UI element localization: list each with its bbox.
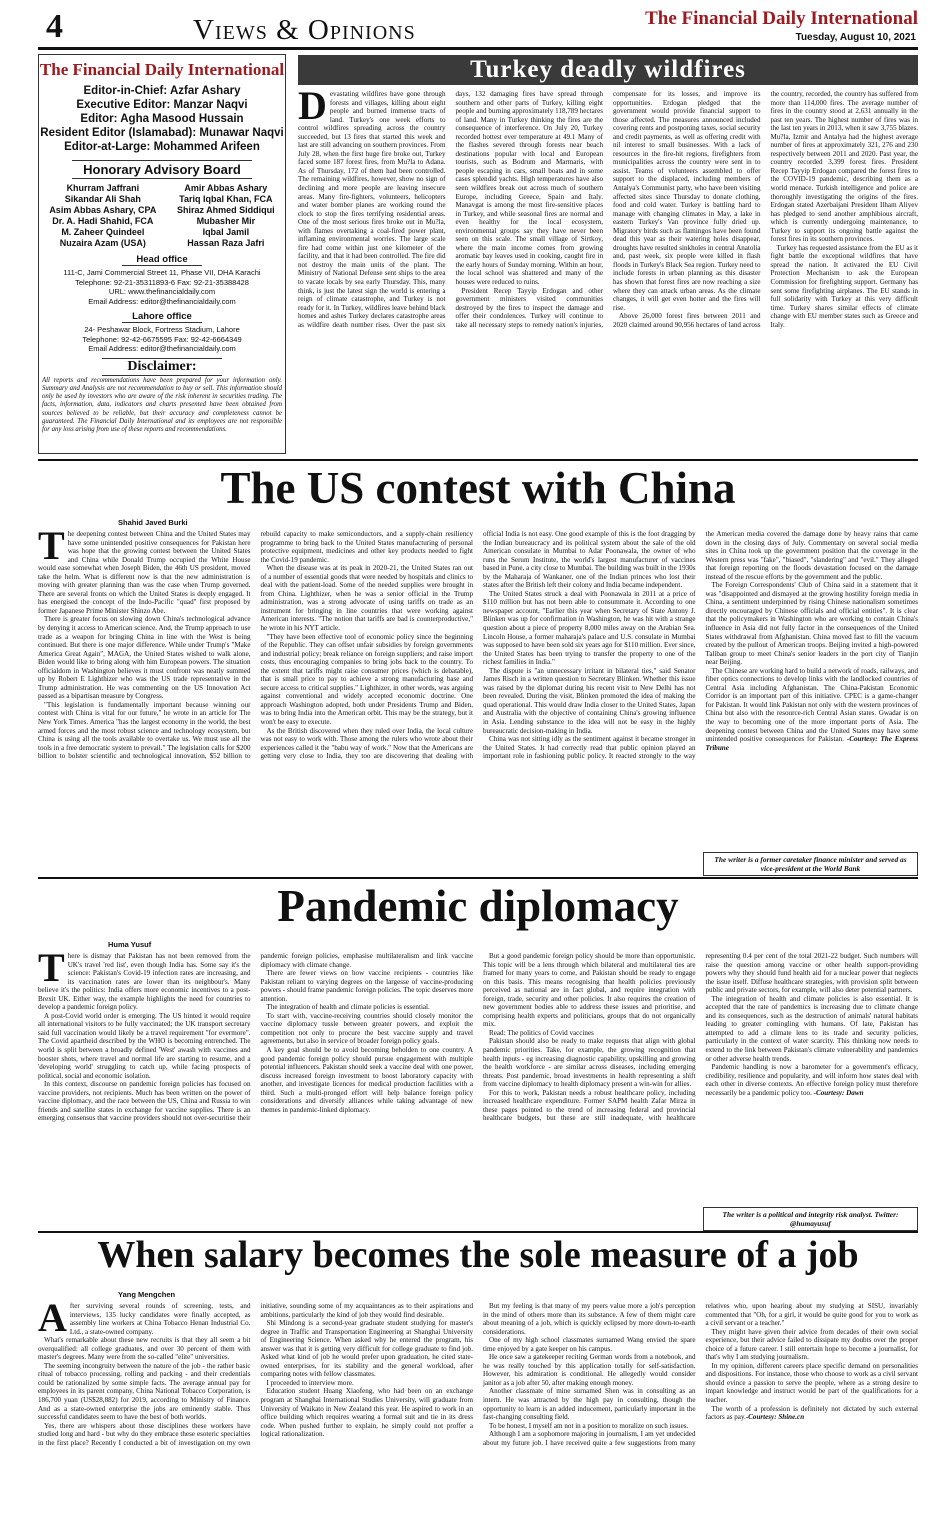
article-paragraph: To start with, vaccine-receiving countries should closely monitor the vaccine diplomacy tussle between greater powers, and exploit the competition not only to procure the best vaccine supply and travel agreements, but also in service of broader foreign policy goals. bbox=[260, 1011, 473, 1046]
article-paragraph: Education student Huang Xiaofeng, who had been on an exchange program at Shanghai International Studies University, will graduate from University of Waikato in New Zealand this year. He aspired to work in an office building which requires wearing a formal suit and tie in its dress code. When pushed further to explain, he simply could not proffer a logical rationalization. bbox=[260, 1387, 473, 1439]
disclaimer-text: All reports and recommendations have been prepared for your information only. Summary and Analysis are not recommendation to buy or sell. This information should only be used by investors who are aware of the risk inherent in securities trading. The facts, information, data, indicators and charts presented have been obtained from sources believed to be reliable, but their accuracy and completeness cannot be guaranteed. The Financial Daily International and its employees are not responsible for any loss arising from use of these reports and recommendations. bbox=[42, 376, 282, 434]
advisory-column-left bbox=[49, 183, 156, 249]
advisor-name: Amir Abbas Ashary bbox=[184, 183, 268, 193]
address-line: Email Address: editor@thefinancialdaily.com bbox=[88, 296, 236, 306]
divider bbox=[38, 877, 918, 879]
staff-line: Editor-at-Large: Mohammed Arifeen bbox=[64, 141, 260, 153]
article-paragraph: For this to work, Pakistan needs a robust healthcare policy, including increased healthcare expenditure. Former SAPM health Zafar Mirza in these pages pointed to the trend of increasing federal and provincial healthcare budgets, but these are still inadequate, with healthcare representing 0.4 per cent of the total 2021-22 budget. Such numbers will raise the question among vaccine or other health support-providing powers why they should fund health aid for a nuclear power that neglects the issue itself. Diffuse healthcare strategies, with provision split between public and private sectors, for example, will also deter potential partners. bbox=[483, 952, 918, 1123]
drop-cap: T bbox=[38, 530, 65, 568]
page-number: 4 bbox=[46, 8, 63, 45]
article-paragraph: The integration of health and climate policies is essential. bbox=[266, 1003, 430, 1012]
pandemic-article-body bbox=[38, 952, 918, 1227]
advisory-board-members bbox=[39, 183, 285, 249]
article-paragraph: Turkey has requested assistance from the EU as it fight battle the exceptional wildfires that have spread the nation. It activated the EU Civil Protection Mechanism to ask the European Commission for firefighting support. Germany has sent some firefighting airplanes. The EU stands in full solidarity with Turkey at this very difficult time. Turkey shares similar effects of climate change with EU member states such as Greece and Italy. bbox=[770, 243, 918, 329]
editorial-staff bbox=[39, 84, 285, 154]
article-paragraph: The seeming incongruity between the nature of the job - the rather basic ritual of tobacco processing, rolling and packing - and their credentials could be rationalized by some simple facts. The average annual pay for employees in its parent company, China National Tobacco Corporation, is 186,700 yuan (US$28,882) for 2019, according to Ministry of Finance. And as a state-owned enterprise the jobs are eminently stable. Thus successful candidates seem to have the best of both worlds. bbox=[38, 1361, 251, 1422]
article-paragraph: What's remarkable about these new recruits is that they all seem a bit overqualified: all college graduates, and over 30 percent of them with master's degrees. Many were from the so-called "elite" universities. bbox=[38, 1336, 251, 1362]
article-paragraph: There are fewer views on how vaccine recipients - countries like Pakistan reliant to varying degrees on the largesse of vaccine-producing powers - should frame pandemic foreign policies. The topic deserves more attention. bbox=[260, 969, 473, 1003]
advisor-name: Khurram Jaffrani bbox=[66, 183, 140, 193]
pandemic-writer-bio: The writer is a political and integrity risk analyst. Twitter: @humayusuf bbox=[703, 1207, 918, 1231]
article-paragraph: China was not sitting idly as the sentiment against it became stronger in the United States. It had correctly read that public opinion played an important role in fashioning public policy. It reacted strongly to the way the American media covered the damage done by heavy rains that came down in the closing days of July. Commentary on several social media sites in China took up the government position that the coverage in the Western press was "fake", "biased", "slandering" and "evil." They alleged that foreign reporting on the floods devastation focused on the damage instead of the rescue efforts by the government and the public. bbox=[483, 530, 918, 761]
lahore-office-address bbox=[39, 325, 285, 354]
head-office-title: Head office bbox=[122, 254, 202, 266]
advisor-name: Sikandar Ali Shah bbox=[64, 194, 141, 204]
article-paragraph: One of my high school classmates surnamed Wang envied the spare time enjoyed by a gate keeper on his campus. bbox=[483, 1336, 696, 1353]
staff-line: Editor-in-Chief: Azfar Ashary bbox=[83, 85, 241, 97]
drop-cap: T bbox=[38, 952, 65, 990]
courtesy-credit: -Courtesy: Shine.cn bbox=[745, 1413, 805, 1422]
article-paragraph: Read: The politics of Covid vaccines bbox=[489, 1028, 594, 1037]
editorial-info-box bbox=[38, 54, 286, 454]
head-office-address bbox=[39, 268, 285, 306]
advisor-name: Hassan Raza Jafri bbox=[187, 238, 265, 248]
article-paragraph: The Foreign Correspondents' Club of China said in a statement that it was "disappointed and dismayed at the growing hostility foreign media in China, a sentiment underpinned by rising Chinese nationalism sometimes directly encouraged by Chinese officials and official entities". It is clear that the policymakers in Washington who are working to contain China's influence in Asia did not fully factor in the consequences of the United States withdrawal from Afghanistan. China moved fast to fill the vacuum created by the pullout of American troops. Beijing invited a high-powered Taliban group to meet China's senior leaders in the port city of Tianjin near Beijing. bbox=[705, 581, 918, 667]
pandemic-headline: Pandemic diplomacy bbox=[277, 881, 679, 931]
article-paragraph: here is dismay that Pakistan has not been removed from the UK's travel 'red list', even though India has. Some say it's the science: Pakistan's Covid-19 infection rates are increasing, and its vaccination rates are lower than its neighbour's. Many believe it's the politics: India offers more economic incentives to a post-Brexit UK. Either way, the example highlights the need for countries to develop a pandemic foreign policy. bbox=[38, 952, 251, 1012]
article-paragraph: A key goal should be to avoid becoming beholden to one country. A good pandemic foreign policy should pursue engagement with multiple potential influencers. Pakistan should seek a vaccine deal with one power, discuss increased foreign investment to boost laboratory capacity with another, and investigate licences for medical production facilities with a third. Such a multi-pronged effort will help balance foreign policy considerations and diversify alliances while taking advantage of new themes in pandemic-linked diplomacy. bbox=[260, 1046, 473, 1114]
masthead bbox=[38, 4, 918, 50]
address-line: Telephone: 92-42-6675595 Fax: 92-42-6664349 bbox=[82, 334, 242, 344]
divider bbox=[38, 459, 918, 461]
address-line: Telephone: 92-21-35311893-6 Fax: 92-21-35388428 bbox=[75, 277, 249, 287]
article-paragraph: There is greater focus on slowing down China's technological advance by denying it access to American science. And, the Trump approach to use trade as a weapon for bringing China in line with the West is being continued. But there is one major difference. While under Trump's "Make America Great Again", MAGA, the United States wished to walk alone, Biden would like to bring along with him European powers. The situation officialdom in Washington believes it must confront was neatly summed up by Robert E Lighthizer who was the US trade representative in the Trump administration. He was commenting on the US Innovation Act passed as a bipartisan measure by Congress. bbox=[38, 615, 251, 701]
publication-date: Tuesday, August 10, 2021 bbox=[795, 32, 916, 43]
drop-cap: A bbox=[38, 1302, 67, 1340]
staff-line: Executive Editor: Manzar Naqvi bbox=[76, 99, 248, 111]
advisor-name: Asim Abbas Ashary, CPA bbox=[49, 205, 157, 215]
article-paragraph: In my opinion, different careers place specific demand on personalities and dispositions. For instance, those who choose to work as a civil servant should evince a passion to serve the people, where as a strong desire to impart knowledge and instruct would be part of the qualifications for a teacher. bbox=[705, 1361, 918, 1405]
article-paragraph: fter surviving several rounds of screening, tests, and interviews, 135 lucky candidates were finally accepted, as assembly line workers at China Tobacco Henan Industrial Co. Ltd., a state-owned company. bbox=[69, 1302, 251, 1336]
address-line: 111-C, Jami Commercial Street 11, Phase VII, DHA Karachi bbox=[63, 268, 261, 277]
article-paragraph: Another classmate of mine surnamed Shen was in consulting as an intern. He was attracted by the high pay in consulting, though the opportunity to learn is an added inducement, particularly important in the fast-changing consulting field. bbox=[483, 1387, 696, 1422]
salary-article-body bbox=[38, 1302, 918, 1512]
disclaimer-title: Disclaimer: bbox=[102, 358, 222, 376]
article-paragraph: As the British discovered when they ruled over India, the local culture was not easy to work with. Those among the rulers who wrote about their experiences called it the "babu way of work." Now that the Americans are getting very close to India, they too are discovering that dealing with official India is not easy. One good example of this is the foot dragging by the Indian bureaucracy and its political system about the sale of the old American consulate in Mumbai to Adar Poonawala, the owner of who runs the Serum Institute, the world's largest manufacturer of vaccines based in Pune, a city close to Mumbai. The building was built in the 1930s by the Maharaja of Wankaner, one of the Indian princes who lost their states after the British left their colony and India became independent. bbox=[260, 530, 696, 761]
article-paragraph: Although I am a sophomore majoring in journalism, I am yet undecided about my future job. I have received quite a few suggestions from many relatives who, upon hearing about my studying at SISU, invariably commented that "Oh, for a girl, it would be quite good for you to work as a civil servant or a teacher." bbox=[483, 1302, 918, 1447]
article-paragraph: The worth of a profession is definitely not dictated by such external factors as pay. bbox=[705, 1404, 918, 1422]
turkey-headline: Turkey deadly wildfires bbox=[298, 55, 918, 85]
article-paragraph: In this context, discourse on pandemic foreign policies has focused on vaccine providers, not recipients. Much has been written on the power of vaccine diplomacy, and the race between the US, China and Russia to win friends and satellite states in exchange for vaccine supplies. There is an emerging consensus that vaccine providers should not over-securitise their pandemic foreign policies, emphasise multilateralism and link vaccine diplomacy with climate change. bbox=[38, 952, 473, 1123]
article-paragraph: Shi Mindong is a second-year graduate student studying for master's degree in Traffic and Transportation Engineering at Shanghai University of Engineering Science. When asked why he entered the program, his answer was that it is getting very difficult for college graduate to find job. Asked what kind of job he would prefer upon graduation, he cited state-owned enterprises, for its stability and the general workload, after comparing notes with fellow classmates. bbox=[260, 1319, 473, 1379]
article-paragraph: The integration of health and climate policies is also essential. It is accepted that the rate of pandemics is increasing due to climate change and its consequences, such as the destruction of animals' natural habitats leading to greater comingling with humans. Of late, Pakistan has attempted to add a climate lens to its trade and security policies, particularly in the context of water scarcity. This thinking now needs to extend to the link between Pakistan's climate vulnerability and pandemics or other adverse health trends. bbox=[705, 994, 918, 1063]
salary-byline: Yang Mengchen bbox=[118, 1290, 176, 1299]
us-china-headline: The US contest with China bbox=[220, 463, 736, 513]
staff-line: Editor: Agha Masood Hussain bbox=[80, 113, 244, 125]
article-paragraph: The Chinese are working hard to build a network of roads, railways, and fiber optics connections to develop links with the landlocked countries of Central Asia including Afghanistan. The China-Pakistan Economic Corridor is an important part of this initiative. CPEC is a game-changer for Pakistan. It would link Pakistan not only with the western provinces of China but also with the resource-rich Central Asian states. Gwadar is on the way to becoming one of the more important ports of Asia. The deepening contest between China and the United States may have some unintended positive consequences for Pakistan. bbox=[705, 666, 918, 744]
us-china-byline: Shahid Javed Burki bbox=[118, 518, 188, 527]
article-paragraph: President Recep Tayyip Erdogan and other government ministers visited communities destroyed by the fires to inspect the damage and offer their condolences. Turkey will continue to take all necessary steps to remedy nation's injuries, compensate for its losses, and improve its opportunities. Erdogan pledged that the government would provide financial support to those affected. The measures announced included covering rents and postponing taxes, social security and credit payments, as well as offering credit with nil interest to small businesses. With a lack of resources in the fire-hit regions, firefighters from municipalities across the country were sent in to assist. Teams of volunteers assembled to offer support to the displaced, including members of Antalya's Communist party, who have been visiting affected sites since Thursday to donate clothing, food and cold water. Turkey is battling hard to manage with changing climates in May, a lake in eastern Turkey's Van province fully dried up. Migratory birds such as flamingos have been found dead this year as their watering holes disappear, droughts have resulted sinkholes in central Anatolia and, past week, six people were killed in flash floods in Turkey's Black Sea region. Turkey need to include forests in urban planning as this disaster has shown that forest fires are now reaching a size where they can attack urban areas. As the climate changes, it will get even hotter and the fires will rise. bbox=[455, 90, 761, 329]
article-paragraph: evastating wildfires have gone through forests and villages, killing about eight people and burned immense tracts of land. Turkey's one week efforts to control wildfires spreading across the country succeeded, but 13 fires that started this week and last are still advancing on southern provinces. From July 28, when the first huge fire broke out, Turkey faced some 187 forest fires, from Mu?la to Adana. As of Thursday, 172 of them had been controlled. The remaining wildfires, however, show no sign of declining and more people are leaving insecure areas. Many fire-fighters, volunteers, helicopters and water bomber planes are working round the clock to stop the fires terrifying residential areas. One of the most serious fires broke out in Mu?la, with flames overtaking a coal-fired power plant, inflaming environmental worries. The large scale fire had come within just one kilometer of the facility, and that it had been controlled. The fire did not destroy the main units of the plant. The Ministry of National Defense sent ships to the area to vacate locals by sea early Thursday. This, many think, is just the latest sign the world is entering a reign of climate catastrophe, and Turkey is not ready for it. In Turkey, wildfires leave behind black homes and ashes Turkey declares catastrophe areas as wildfire death number rises. Over the past six days, 132 damaging fires have spread through southern and other parts of Turkey, killing eight people and burning approximately 118,789 hectares of land. Many in Turkey thinking the fires are the consequence of interference. On July 20, Turkey recorded hottest ever temperature at 49.1 Many of the flashes severed through forests near beach destinations popular with local and European tourists, such as Bodrum and Marmaris, with people escaping in cars, small boats and in some cases splendid yachts. High temperatures have also seen wildfires break out across much of southern Europe, including Greece, Spain and Italy. Manavgat is among the most fire-sensitive places in Turkey, and while seasonal fires are normal and even healthy for the local ecosystem, environmental groups say they have never been seen on this scale. The small village of Sirtkoy, where the main income comes from growing aromatic bay leaves used in cooking, caught fire in the early hours of Sunday morning. Within an hour, the local school was shattered and many of the houses were reduced to ruins. bbox=[298, 90, 603, 329]
courtesy-credit: -Courtesy: Dawn bbox=[813, 1088, 864, 1097]
courtesy-credit: -Courtesy: The Express Tribune bbox=[705, 735, 918, 752]
advisory-column-right bbox=[177, 183, 275, 249]
article-paragraph: Above 26,000 forest fires between 2011 and 2020 claimed around 90,956 hectares of land across the country, recorded, the country has suffered from more than 114,000 fires. The average number of fires in the country stood at 2,631 annually in the past ten years. The highest number of fires was in the last ten years in 2013, when it saw 3,755 blazes. Mu?la, Izmir and Antalya had the highest average number of fires at approximately 321, 276 and 230 respectively between 2011 and 2020. Past year, the country recorded 3,399 forest fires. President Recep Tayyip Erdogan compared the forest fires to the COVID-19 pandemic, describing them as a world menace. Turkish intelligence and police are thoroughly investigating the origins of the fires. Erdogan stated Azerbaijani President Ilham Aliyev has pledged to send another amphibious aircraft, which is currently undergoing maintenance, to Turkey to support its ongoing battle against the forest fires in its southern provinces. bbox=[613, 90, 918, 329]
article-paragraph: The dispute is "an unnecessary irritant in bilateral ties," said Senator James Risch in a written question to Secretary Blinken. Whether this issue was raised by the diplomat during his recent visit to New Delhi has not been revealed. During the visit, Blinken promoted the idea of making the quad operational. This would draw India closer to the United States, Japan and Australia with the objective of containing China's growing influence in Asia. Lending substance to the idea will not be easy in the highly bureaucratic decision-making in India. bbox=[483, 666, 696, 735]
article-paragraph: He once saw a gatekeeper reciting German words from a notebook, and he was really touched by this application totally for self-satisfaction. However, his admiration is conditional. He allegedly would consider janitor as a job after 50, after making enough money. bbox=[483, 1353, 696, 1387]
advisor-name: Dr. A. Hadi Shahid, FCA bbox=[52, 216, 154, 226]
article-paragraph: But my feeling is that many of my peers value more a job's perception in the mind of others more than its substance. A few of them might care about meaning of a job, which is quickly eclipsed by more down-to-earth considerations. bbox=[483, 1302, 696, 1336]
address-line: 24- Peshawar Block, Fortress Stadium, Lahore bbox=[84, 325, 240, 334]
article-paragraph: I proceeded to interview more. bbox=[266, 1378, 354, 1387]
article-paragraph: To be honest, I myself am not in a position to moralize on such issues. bbox=[489, 1421, 689, 1430]
advisor-name: Iqbal Jamil bbox=[202, 227, 250, 237]
article-paragraph: "This legislation is fundamentally important because winning our contest with China is vital for our future," he wrote in an article for The New York Times. America "has the largest economy in the world, the best armed forces and the most robust science and technology ecosystem, but China is using all the tools available to overtake us. We must use all the tools in a free democratic system to prevail." The legislation calls for $200 billion to bolster scientific and technological innovation, $52 billion to rebuild capacity to make semiconductors, and a supply-chain resiliency programme to bring back to the United States manufacturing of personal protective equipment, medicines and other key products needed to fight the Covid-19 pandemic. bbox=[38, 530, 473, 761]
us-china-writer-bio: The writer is a former caretaker finance minister and served as vice-president at the World Bank bbox=[703, 852, 918, 876]
article-paragraph: "They have been effective tool of economic policy since the beginning of the Republic. They can offset unfair subsidies by foreign governments and industrial policy; break reliance on foreign suppliers; and raise import costs, thus encouraging companies to bring jobs back to the country. To the extent that tariffs might raise consumer prices (which is debatable), that is small price to pay to achieve a strong manufacturing base and secure access to critical supplies." Lighthizer, in other words, was arguing against conventional and widely accepted economic doctrine. One approach Washington adopted, both under Presidents Trump and Biden, was to bring India into the American orbit. This may be the strategy, but it won't be easy to execute. bbox=[260, 632, 473, 727]
salary-headline: When salary becomes the sole measure of a job bbox=[97, 1234, 859, 1276]
article-paragraph: The United States struck a deal with Poonawala in 2011 at a price of $110 million but has not been able to consummate it. According to one newspaper account, "Earlier this year when Secretary of State Antony J. Blinken was up for confirmation in Washington, he was hit with a strange question about a piece of property 8,000 miles away on the Arabian Sea. Lincoln House, a former maharaja's palace and U.S. consulate in Mumbai was supposed to have been sold six years ago for $110 million. Ever since, the United States has been trying to transfer the property to one of the richest families in India." bbox=[483, 589, 696, 667]
pandemic-byline: Huma Yusuf bbox=[108, 940, 152, 949]
address-line: Email Address: editor@thefinancialdaily.com bbox=[88, 344, 236, 353]
masthead-paper-name: The Financial Daily International bbox=[645, 8, 918, 29]
section-title: Views & Opinions bbox=[193, 14, 416, 46]
article-paragraph: When the disease was at its peak in 2020-21, the United States ran out of a number of essential goods that were needed by hospitals and clinics to deal with the patient-load. Some of the needed supplies were brought in from China. Lighthizer, when he was a senior official in the Trump administration, was a strong advocate of using tariffs on trade as an instrument for bringing in line countries that were working against American interests. "The notion that tariffs are bad is counterproductive," he wrote in his NYT article. bbox=[260, 564, 473, 633]
article-paragraph: But a good pandemic foreign policy should be more than opportunistic. This topic will be a lens through which bilateral and multilateral ties are framed for many years to come, and Pakistan should be ready to engage on this basis. This means recognising that health policies previously perceived as national are in fact global, and require integration with foreign, trade, security and other policies. It also requires the creation of new government bodies able to address these issues and prioritise, and comprising health experts and politicians, groups that do not organically mix. bbox=[483, 952, 696, 1029]
advisor-name: Tariq Iqbal Khan, FCA bbox=[179, 194, 273, 204]
article-paragraph: Pakistan should also be ready to make requests that align with global pandemic priorities. Take, for example, the growing recognition that health inputs - eg increasing diagnostic capability, upskilling and growing the health workforce - are similar across diseases, including emerging threats. Post pandemic, broad investments in health representing a shift from vaccine diplomacy to health diplomacy present a win-win for allies. bbox=[483, 1037, 696, 1089]
article-paragraph: he deepening contest between China and the United States may have some unintended positive consequences for Pakistan here was hope that the growing contest between the United States and China while Donald Trump occupied the White House would ease somewhat when Joseph Biden, the 46th US president, moved take the helm. What is different now is that the new administration is moving with greater planning than was the case when Trump governed. There are several fronts on which the United States is deeply engaged. It has energised the concept of the Indo-Pacific "quad" first proposed by former Japanese Prime Minister Shinzo Abe. bbox=[38, 530, 251, 615]
turkey-article-body bbox=[298, 90, 918, 456]
us-china-article-body bbox=[38, 530, 918, 872]
lahore-office-title: Lahore office bbox=[122, 311, 202, 323]
article-paragraph: Yes, there are whispers about those disciplines these workers have studied long and hard - but why do they embrace these esoteric specialties in the first place? Recently I conducted a bit of investigation on my own initiative, sounding some of my acquaintances as to their aspirations and ambitions, particularly the kind of job they would find desirable. bbox=[38, 1302, 473, 1447]
info-paper-name: The Financial Daily International bbox=[39, 60, 285, 79]
drop-cap: D bbox=[298, 90, 327, 128]
advisor-name: Mubasher Mir bbox=[196, 216, 256, 226]
advisor-name: M. Zaheer Quindeel bbox=[61, 227, 145, 237]
article-paragraph: A post-Covid world order is emerging. The US hinted it would require all international visitors to be fully vaccinated; the UK transport secretary said full vaccination would likely be a travel requirement "for evermore". The Covid apartheid described by the WHO is becoming entrenched. The world is split between a broadly defined 'West' awash with vaccines and booster shots, where travel and normal life are starting to resume, and a 'developing world' struggling to catch up, while facing prospects of political, social and economic isolation. bbox=[38, 1011, 251, 1080]
address-line: URL: www.thefinancialdaily.com bbox=[108, 287, 216, 296]
advisor-name: Nuzaira Azam (USA) bbox=[59, 238, 146, 248]
advisor-name: Shiraz Ahmed Siddiqui bbox=[176, 205, 275, 215]
article-paragraph: Pandemic handling is now a barometer for a government's efficacy, credibility, resilience and popularity, and will inform how states deal with each other in diverse contexts. An effective foreign policy must therefore necessarily be a pandemic policy too. bbox=[705, 1063, 918, 1097]
staff-line: Resident Editor (Islamabad): Munawar Naqvi bbox=[40, 127, 284, 139]
article-paragraph: They might have given their advice from decades of their own social experience, but their advice failed to dissipate my doubts over the proper choice of a future career. I still entertain hope to become a journalist, for that's why I am studying journalism. bbox=[705, 1327, 918, 1362]
advisory-board-title: Honorary Advisory Board bbox=[72, 160, 252, 179]
